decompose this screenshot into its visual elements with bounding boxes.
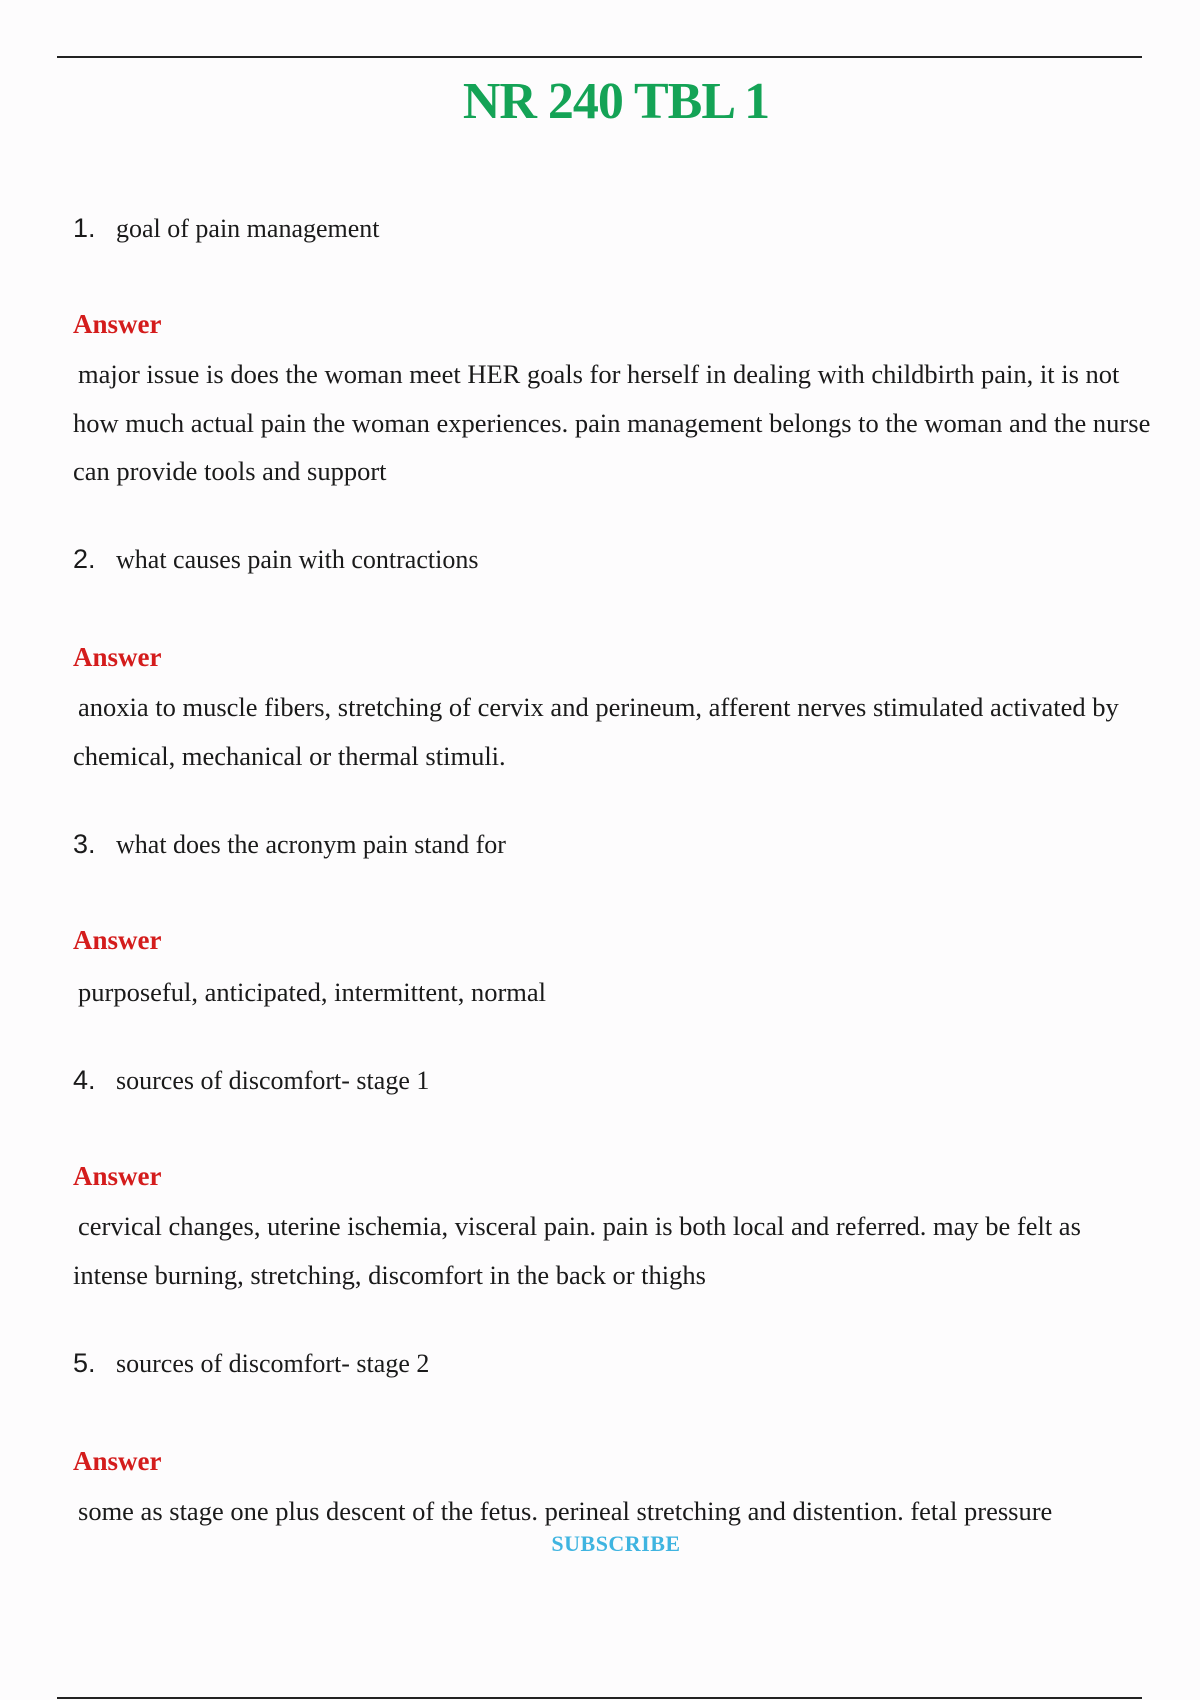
answer-text: purposeful, anticipated, intermittent, normal (78, 977, 547, 1007)
answer-label: Answer (73, 925, 162, 955)
subscribe-link[interactable]: SUBSCRIBE (551, 1531, 681, 1556)
question-number: 2. (73, 544, 96, 574)
answer-label: Answer (73, 642, 162, 672)
answer-text: cervical changes, uterine ischemia, visceral pain. pain is both local and referred. may be felt as intense burning, stretching, discomfort in the back or thighs (73, 1211, 1081, 1290)
question-text: sources of discomfort- stage 1 (116, 1066, 430, 1095)
answer-text: anoxia to muscle fibers, stretching of cervix and perineum, afferent nerves stimulated activated by chemical, mechanical or thermal stimuli. (73, 692, 1119, 771)
answer-label: Answer (73, 1446, 162, 1476)
question-number: 1. (73, 213, 96, 243)
question-number: 5. (73, 1348, 96, 1378)
answer-label: Answer (73, 309, 162, 339)
answer-label: Answer (73, 1161, 162, 1191)
question-text: goal of pain management (116, 214, 380, 243)
question-1 (73, 210, 380, 247)
question-5 (73, 1345, 429, 1382)
question-text: what causes pain with contractions (116, 545, 479, 574)
question-3 (73, 826, 506, 863)
bottom-rule (57, 1697, 1142, 1699)
question-text: sources of discomfort- stage 2 (116, 1349, 430, 1378)
question-number: 3. (73, 829, 96, 859)
question-number: 4. (73, 1065, 96, 1095)
top-rule (57, 56, 1142, 58)
question-2 (73, 541, 478, 578)
question-4 (73, 1062, 429, 1099)
document-title: NR 240 TBL 1 (462, 73, 770, 130)
answer-text: some as stage one plus descent of the fetus. perineal stretching and distention. fetal pressure (78, 1496, 1053, 1526)
answer-text: major issue is does the woman meet HER goals for herself in dealing with childbirth pain, it is not how much actual pain the woman experiences. pain management belongs to the woman and the nurse can provide tools and support (73, 359, 1151, 486)
question-text: what does the acronym pain stand for (116, 830, 506, 859)
